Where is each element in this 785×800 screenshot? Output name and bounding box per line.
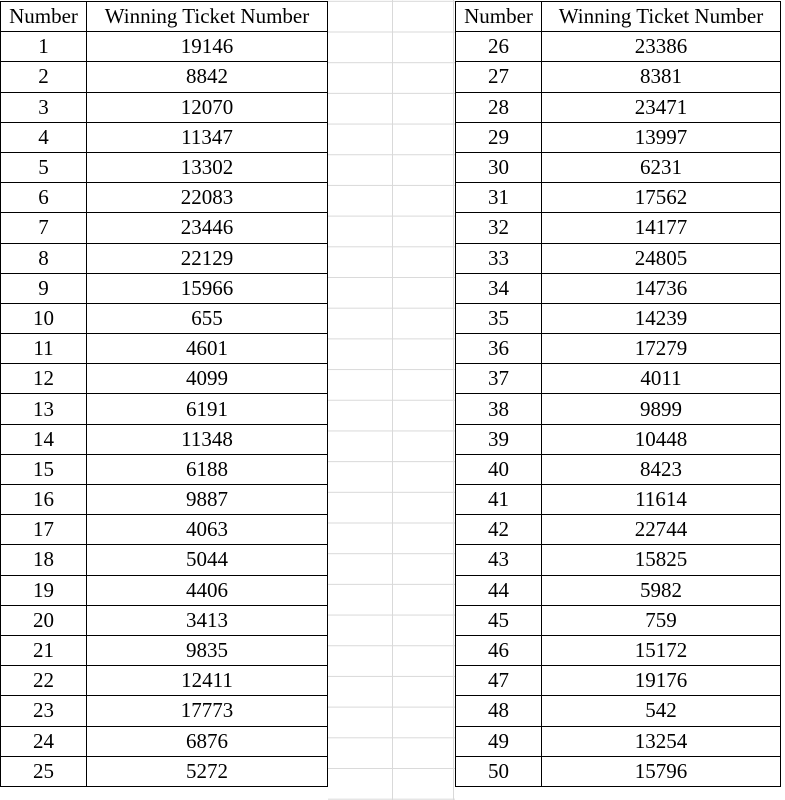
number-cell[interactable]: 25 [1,756,87,786]
number-cell[interactable]: 46 [456,635,542,665]
table-row [456,273,781,303]
ticket-cell[interactable]: 19176 [542,666,781,696]
table-row [1,635,328,665]
number-cell[interactable]: 44 [456,575,542,605]
ticket-cell[interactable]: 23471 [542,92,781,122]
number-cell[interactable]: 39 [456,424,542,454]
table-row [456,32,781,62]
header-row [1,2,328,32]
number-cell[interactable]: 20 [1,605,87,635]
number-cell[interactable]: 47 [456,666,542,696]
ticket-cell[interactable]: 22083 [87,183,328,213]
ticket-cell[interactable]: 13254 [542,726,781,756]
number-cell[interactable]: 4 [1,122,87,152]
table-row [456,183,781,213]
number-cell[interactable]: 40 [456,454,542,484]
number-cell[interactable]: 23 [1,696,87,726]
number-cell[interactable]: 26 [456,32,542,62]
number-cell[interactable]: 31 [456,183,542,213]
table-row [456,575,781,605]
number-cell[interactable]: 43 [456,545,542,575]
number-cell[interactable]: 38 [456,394,542,424]
ticket-cell[interactable]: 15825 [542,545,781,575]
number-cell[interactable]: 32 [456,213,542,243]
table-row [1,273,328,303]
ticket-cell[interactable]: 11348 [87,424,328,454]
table-row [1,515,328,545]
table-row [1,213,328,243]
number-cell[interactable]: 19 [1,575,87,605]
number-cell[interactable]: 2 [1,62,87,92]
number-cell[interactable]: 28 [456,92,542,122]
table-row [456,696,781,726]
table-row [1,364,328,394]
number-cell[interactable]: 30 [456,152,542,182]
ticket-cell[interactable]: 5044 [87,545,328,575]
table-row [456,92,781,122]
number-cell[interactable]: 48 [456,696,542,726]
ticket-cell[interactable]: 13997 [542,122,781,152]
ticket-cell[interactable]: 655 [87,303,328,333]
ticket-cell[interactable]: 15966 [87,273,328,303]
table-row [456,726,781,756]
table-row [1,424,328,454]
ticket-cell[interactable]: 4406 [87,575,328,605]
winning-tickets-table-left [0,1,328,787]
ticket-cell[interactable]: 4063 [87,515,328,545]
number-cell[interactable]: 42 [456,515,542,545]
header-row [456,2,781,32]
number-cell[interactable]: 21 [1,635,87,665]
number-cell[interactable]: 34 [456,273,542,303]
table-row [456,515,781,545]
ticket-cell[interactable]: 8842 [87,62,328,92]
table-row [1,756,328,786]
number-cell[interactable]: 45 [456,605,542,635]
ticket-cell[interactable]: 542 [542,696,781,726]
ticket-cell[interactable]: 4099 [87,364,328,394]
table-row [1,334,328,364]
ticket-cell[interactable]: 759 [542,605,781,635]
table-row [456,364,781,394]
number-cell[interactable]: 8 [1,243,87,273]
number-cell[interactable]: 13 [1,394,87,424]
table-row [1,394,328,424]
table-row [456,605,781,635]
table-row [456,635,781,665]
table-body [1,32,328,787]
table-row [456,454,781,484]
ticket-cell[interactable]: 3413 [87,605,328,635]
number-cell[interactable]: 41 [456,485,542,515]
ticket-cell[interactable]: 24805 [542,243,781,273]
number-cell[interactable]: 11 [1,334,87,364]
ticket-cell[interactable]: 12411 [87,666,328,696]
number-cell[interactable]: 33 [456,243,542,273]
number-cell[interactable]: 10 [1,303,87,333]
ticket-cell[interactable]: 15172 [542,635,781,665]
number-cell[interactable]: 37 [456,364,542,394]
ticket-cell[interactable]: 14177 [542,213,781,243]
table-row [1,454,328,484]
number-cell[interactable]: 1 [1,32,87,62]
ticket-cell[interactable]: 17279 [542,334,781,364]
table-row [1,575,328,605]
number-cell[interactable]: 14 [1,424,87,454]
number-cell[interactable]: 27 [456,62,542,92]
number-column-header[interactable]: Number [456,2,542,32]
number-column-header[interactable]: Number [1,2,87,32]
ticket-cell[interactable]: 9899 [542,394,781,424]
ticket-cell[interactable]: 5982 [542,575,781,605]
ticket-cell[interactable]: 4011 [542,364,781,394]
ticket-cell[interactable]: 23386 [542,32,781,62]
table-row [456,666,781,696]
ticket-cell[interactable]: 4601 [87,334,328,364]
table-row [1,183,328,213]
table-row [1,303,328,333]
table-row [1,62,328,92]
table-row [1,122,328,152]
ticket-cell[interactable]: 17773 [87,696,328,726]
ticket-cell[interactable]: 11614 [542,485,781,515]
number-cell[interactable]: 24 [1,726,87,756]
ticket-cell[interactable]: 22129 [87,243,328,273]
spreadsheet-gridlines [328,0,455,800]
ticket-cell[interactable]: 6188 [87,454,328,484]
ticket-cell[interactable]: 12070 [87,92,328,122]
number-cell[interactable]: 12 [1,364,87,394]
ticket-cell[interactable]: 5272 [87,756,328,786]
table-row [1,545,328,575]
ticket-cell[interactable]: 23446 [87,213,328,243]
table-row [456,152,781,182]
number-cell[interactable]: 3 [1,92,87,122]
table-row [456,62,781,92]
ticket-cell[interactable]: 22744 [542,515,781,545]
number-cell[interactable]: 7 [1,213,87,243]
table-row [1,152,328,182]
table-body [456,32,781,787]
table-row [456,303,781,333]
number-cell[interactable]: 36 [456,334,542,364]
ticket-cell[interactable]: 8423 [542,454,781,484]
ticket-cell[interactable]: 14736 [542,273,781,303]
table-row [1,605,328,635]
table-row [1,696,328,726]
table-row [1,726,328,756]
ticket-cell[interactable]: 9887 [87,485,328,515]
ticket-cell[interactable]: 19146 [87,32,328,62]
number-cell[interactable]: 22 [1,666,87,696]
number-cell[interactable]: 50 [456,756,542,786]
number-cell[interactable]: 9 [1,273,87,303]
ticket-cell[interactable]: 17562 [542,183,781,213]
number-cell[interactable]: 29 [456,122,542,152]
ticket-cell[interactable]: 6191 [87,394,328,424]
table-row [456,122,781,152]
number-cell[interactable]: 16 [1,485,87,515]
number-cell[interactable]: 35 [456,303,542,333]
number-cell[interactable]: 5 [1,152,87,182]
ticket-cell[interactable]: 6876 [87,726,328,756]
table-row [1,666,328,696]
table-row [1,32,328,62]
table-row [456,485,781,515]
ticket-cell[interactable]: 6231 [542,152,781,182]
number-cell[interactable]: 6 [1,183,87,213]
table-row [456,545,781,575]
ticket-cell[interactable]: 8381 [542,62,781,92]
number-cell[interactable]: 18 [1,545,87,575]
ticket-column-header[interactable]: Winning Ticket Number [87,2,328,32]
table-row [456,334,781,364]
ticket-cell[interactable]: 10448 [542,424,781,454]
number-cell[interactable]: 15 [1,454,87,484]
number-cell[interactable]: 49 [456,726,542,756]
table-row [456,394,781,424]
table-row [456,243,781,273]
ticket-cell[interactable]: 11347 [87,122,328,152]
ticket-cell[interactable]: 15796 [542,756,781,786]
table-row [1,243,328,273]
ticket-cell[interactable]: 14239 [542,303,781,333]
table-row [456,756,781,786]
table-row [456,213,781,243]
number-cell[interactable]: 17 [1,515,87,545]
table-row [1,485,328,515]
table-row [1,92,328,122]
table-row [456,424,781,454]
ticket-cell[interactable]: 9835 [87,635,328,665]
ticket-column-header[interactable]: Winning Ticket Number [542,2,781,32]
ticket-cell[interactable]: 13302 [87,152,328,182]
winning-tickets-table-right [455,1,781,787]
